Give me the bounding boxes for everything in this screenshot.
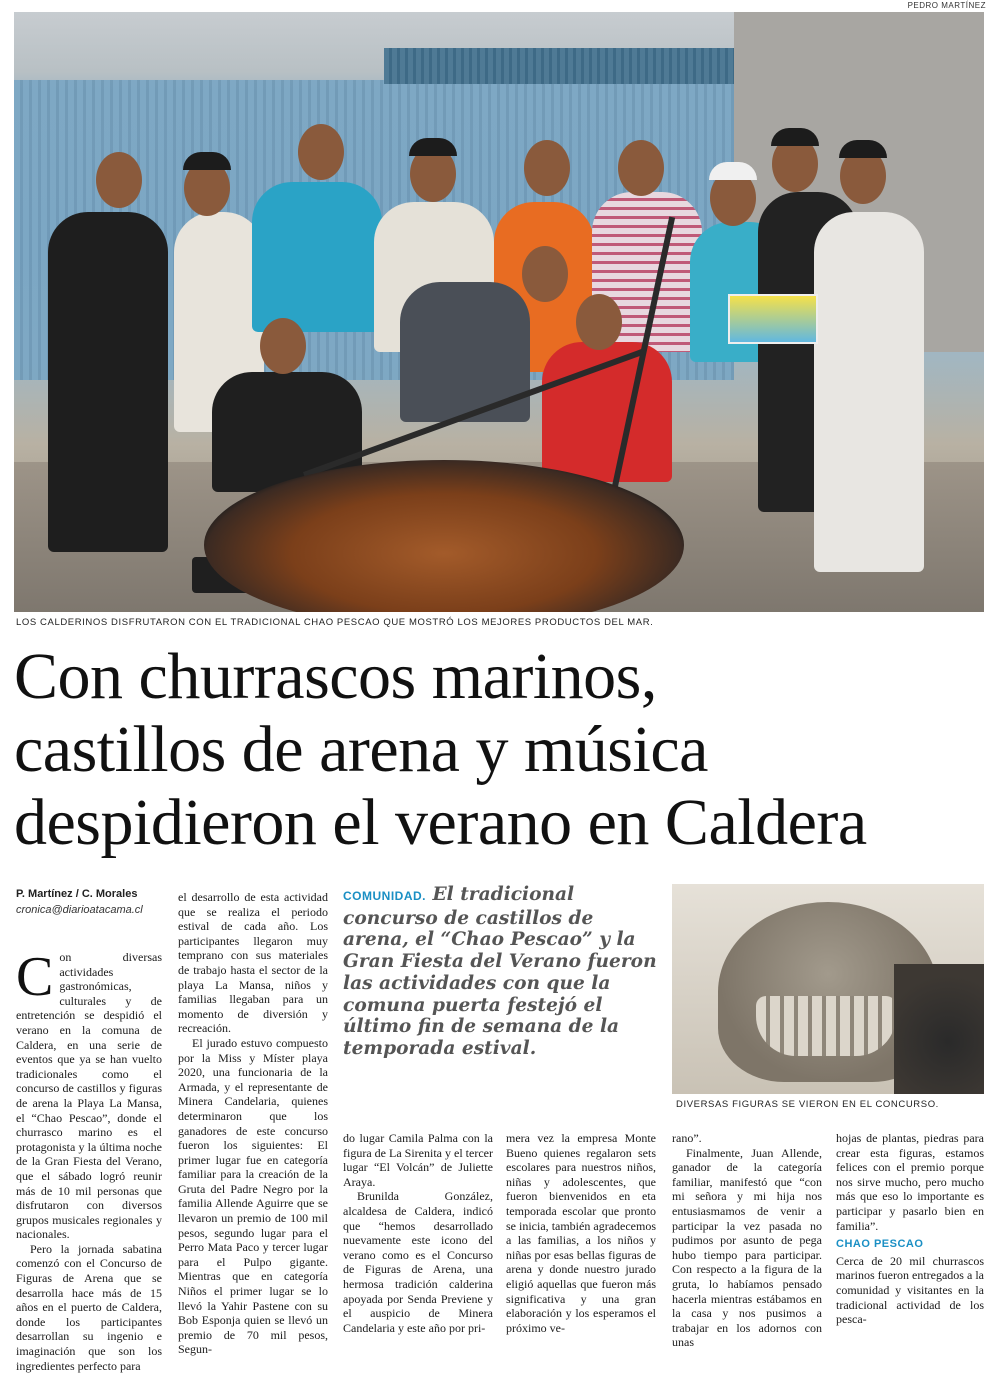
person-head — [524, 140, 570, 196]
rocks — [894, 964, 984, 1094]
body-column-2 — [178, 890, 328, 1357]
person-cap — [771, 128, 819, 146]
paragraph: Con diversas actividades gastronómicas, culturales y de entretención se despidió el verano en la comuna de Caldera, en una serie de eventos que ya se han vuelto tradicionales como el concurso de castillos y figuras de arena la Playa La Mansa, el “Chao Pescao”, donde el churrasco marino es el protagonista y la última noche de la Gran Fiesta del Verano, que el sábado logró reunir más de 10 mil personas que disfrutaron con diversos grupos musicales regionales y nacionales. — [16, 946, 162, 1242]
headline-line: despidieron el verano en Caldera — [14, 786, 867, 859]
person — [252, 182, 382, 332]
snack-box — [728, 294, 818, 344]
lead-text: El tradicional concurso de castillos de arena, el “Chao Pescao” y la Gran Fiesta del Verano fueron las actividades con que la comuna puerta festejó el último fin de semana de la temporada estival. — [343, 884, 657, 1059]
person-cap — [409, 138, 457, 156]
dropcap: C — [16, 946, 54, 1008]
lead-kicker: COMUNIDAD. — [343, 889, 426, 903]
body-column-5 — [672, 1131, 822, 1350]
photo-caption: LOS CALDERINOS DISFRUTARON CON EL TRADICIONAL CHAO PESCAO QUE MOSTRÓ LOS MEJORES PRODUCTOS DEL MAR. — [16, 617, 654, 628]
headline-line: Con churrascos marinos, — [14, 640, 657, 713]
sand-shark-jaw — [756, 996, 896, 1056]
paragraph: Cerca de 20 mil churrascos marinos fueron entregados a la comunidad y visitantes en la tradicional actividad de los pesca- — [836, 1253, 984, 1327]
paragraph: El jurado estuvo compuesto por la Miss y Míster playa 2020, una funcionaria de la Armada, y el representante de Minera Candelaria, quienes determinaron que los ganadores de este concurso fueron los siguientes: El primer lugar fue en categoría familiar para la creación de la Gruta del Padre Negro por la familia Allende Aguirre que se llevaron un premio de 100 mil pesos, segundo lugar para el Perro Mata Paco y tercer lugar para el Pulpo gigante. Mientras que en categoría Niños el primer lugar se lo llevó la Yahir Pastene con su Bob Esponja quien se llevó un premio de 70 mil pesos, Segun- — [178, 1035, 328, 1357]
main-photo — [14, 12, 984, 612]
paragraph: Finalmente, Juan Allende, ganador de la categoría familiar, manifestó que “con mi señora y mi hija nos entusiasmamos de venir a participar la vez pasada no pudimos por asunto de pega hubo tiempo para participar. Con respecto a la figura de la gruta, lo habíamos pensado hacerla mientras estábamos en la casa y nos pusimos a trabajar en los adornos con unas — [672, 1145, 822, 1350]
paragraph: hojas de plantas, piedras para crear esta figuras, estamos felices con el premio porque nos sirve mucho, pero mucho más que eso lo importante es participar y pasarlo bien en familia”. — [836, 1131, 984, 1233]
byline: P. Martínez / C. Morales — [16, 888, 138, 900]
paragraph: rano”. — [672, 1131, 702, 1145]
person-head — [298, 124, 344, 180]
author-email: cronica@diarioatacama.cl — [16, 904, 143, 916]
paragraph: Brunilda González, alcaldesa de Caldera, indicó que “hemos desarrollado nuevamente este icono del verano como es el Concurso de Figuras de Arena, una hermosa tradición calderina apoyada por Senda Previene y el auspicio de Minera Candelaria y este año por pri- — [343, 1189, 493, 1335]
person-head — [576, 294, 622, 350]
person-cap — [183, 152, 231, 170]
headline-line: castillos de arena y música — [14, 713, 708, 786]
paragraph: el desarrollo de esta actividad que se realiza el periodo estival de cada año. Los participantes llegaron muy temprano con sus materiales de trabajo hasta el sector de la playa La Mansa, niños y familias llegaban para un momento de diversión y recreación. — [178, 890, 328, 1036]
body-column-1 — [16, 946, 162, 1373]
paragraph: do lugar Camila Palma con la figura de La Sirenita y el tercer lugar “El Volcán” de Juliette Araya. — [343, 1131, 493, 1189]
subhead: CHAO PESCAO — [836, 1238, 924, 1251]
person-cap — [839, 140, 887, 158]
person-head — [260, 318, 306, 374]
headline — [14, 640, 989, 859]
body-column-3 — [343, 1131, 493, 1335]
person — [814, 212, 924, 572]
paragraph: mera vez la empresa Monte Bueno quienes regalaron sets escolares para nuestros niños, niñas y adolescentes, que fueron bienvenidos en eta temporada escolar que pronto se inicia, también agradecemos a las familias, a los niños y niñas por esas bellas figuras de arena y donde nuestro jurado eligió aquellas que fueron más significativa y una gran elaboración y los esperamos el próximo ve- — [506, 1131, 656, 1335]
person-head — [522, 246, 568, 302]
person-head — [618, 140, 664, 196]
sand-sculpture-photo — [672, 884, 984, 1094]
body-column-6 — [836, 1131, 984, 1327]
photo2-caption: DIVERSAS FIGURAS SE VIERON EN EL CONCURSO. — [676, 1099, 939, 1110]
photo-credit: PEDRO MARTÍNEZ — [907, 1, 986, 10]
person-head — [96, 152, 142, 208]
lead-paragraph — [343, 884, 658, 1060]
photo-roof — [384, 48, 734, 84]
person — [48, 212, 168, 552]
person-cap — [709, 162, 757, 180]
body-column-4 — [506, 1131, 656, 1335]
paragraph: Pero la jornada sabatina comenzó con el Concurso de Figuras de Arena que se desarrolla hace más de 15 años en el puerto de Caldera, donde los participantes desarrollan su ingenio e imaginación que son los ingredientes perfecto para — [16, 1241, 162, 1373]
